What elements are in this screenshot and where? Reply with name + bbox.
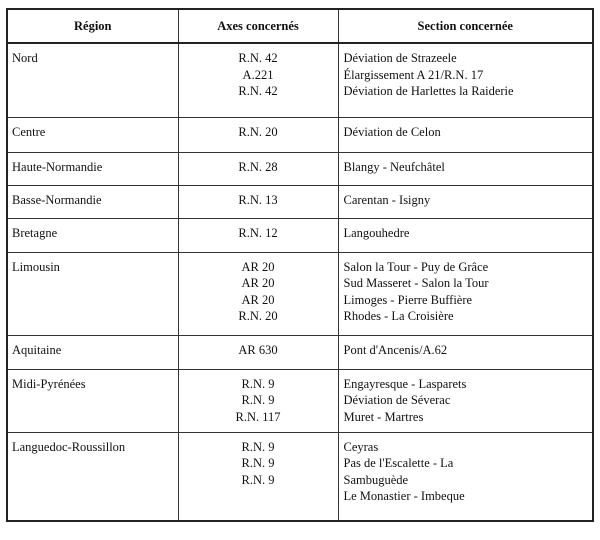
section-line: Engayresque - Lasparets	[343, 376, 467, 391]
section-line: Sambuguède	[343, 472, 409, 487]
section-cell	[338, 185, 593, 218]
region-cell: Haute-Normandie	[7, 152, 178, 185]
axis-line: R.N. 9	[241, 456, 275, 470]
axes-cell	[178, 218, 338, 252]
section-cell	[338, 43, 593, 117]
table-row	[7, 369, 593, 432]
region-cell: Languedoc-Roussillon	[7, 432, 178, 521]
region-cell: Basse-Normandie	[7, 185, 178, 218]
section-line: Carentan - Isigny	[343, 192, 431, 207]
section-line: Muret - Martres	[343, 409, 424, 424]
section-line: Déviation de Séverac	[343, 393, 451, 407]
axis-line: AR 20	[241, 276, 275, 290]
section-line: Salon la Tour - Puy de Grâce	[343, 259, 489, 274]
table-row	[7, 117, 593, 152]
axis-line: R.N. 42	[238, 84, 278, 98]
section-cell	[338, 152, 593, 185]
section-line: Limoges - Pierre Buffière	[343, 292, 473, 307]
axis-line: AR 20	[241, 292, 275, 307]
axis-line: R.N. 9	[241, 439, 275, 454]
section-line: Ceyras	[343, 439, 379, 454]
axis-line: AR 630	[238, 342, 278, 357]
section-cell	[338, 117, 593, 152]
axis-line: AR 20	[241, 259, 275, 274]
header-section: Section concernée	[338, 9, 593, 43]
region-cell: Midi-Pyrénées	[7, 369, 178, 432]
section-cell	[338, 335, 593, 369]
axis-line: R.N. 42	[238, 51, 278, 65]
section-cell	[338, 252, 593, 335]
axes-cell	[178, 369, 338, 432]
section-line: Élargissement A 21/R.N. 17	[343, 67, 484, 82]
section-cell	[338, 218, 593, 252]
section-line: Blangy - Neufchâtel	[343, 159, 445, 174]
region-cell: Bretagne	[7, 218, 178, 252]
section-line: Pas de l'Escalette - La	[343, 456, 454, 470]
section-line: Déviation de Harlettes la Raiderie	[343, 84, 514, 98]
section-line: Rhodes - La Croisière	[343, 309, 454, 323]
header-row	[7, 9, 593, 43]
header-axes: Axes concernés	[178, 9, 338, 43]
table-row	[7, 432, 593, 521]
region-cell: Aquitaine	[7, 335, 178, 369]
section-cell	[338, 369, 593, 432]
table-row	[7, 152, 593, 185]
axes-cell	[178, 335, 338, 369]
section-line: Pont d'Ancenis/A.62	[343, 342, 448, 357]
axes-cell	[178, 185, 338, 218]
axis-line: R.N. 9	[241, 393, 275, 407]
section-line: Le Monastier - Imbeque	[343, 489, 465, 503]
axes-cell	[178, 117, 338, 152]
section-line: Sud Masseret - Salon la Tour	[343, 276, 489, 290]
axis-line: R.N. 28	[238, 159, 278, 174]
axes-cell	[178, 152, 338, 185]
region-cell: Limousin	[7, 252, 178, 335]
axes-cell	[178, 252, 338, 335]
axis-line: A.221	[242, 67, 274, 82]
axis-line: R.N. 9	[241, 472, 275, 487]
axis-line: R.N. 13	[238, 192, 278, 207]
region-cell: Centre	[7, 117, 178, 152]
table-row	[7, 43, 593, 117]
axis-line: R.N. 12	[238, 225, 278, 240]
table-row	[7, 252, 593, 335]
axes-cell	[178, 432, 338, 521]
axis-line: R.N. 20	[238, 309, 278, 323]
region-cell: Nord	[7, 43, 178, 117]
table-row	[7, 185, 593, 218]
table-row	[7, 335, 593, 369]
axes-cell	[178, 43, 338, 117]
road-sections-table	[6, 8, 594, 522]
axis-line: R.N. 117	[235, 409, 281, 424]
section-line: Langouhedre	[343, 225, 410, 240]
table-row	[7, 218, 593, 252]
section-line: Déviation de Celon	[343, 124, 441, 139]
section-cell	[338, 432, 593, 521]
section-line: Déviation de Strazeele	[343, 51, 457, 65]
axis-line: R.N. 9	[241, 376, 275, 391]
header-region: Région	[7, 9, 178, 43]
axis-line: R.N. 20	[238, 124, 278, 139]
